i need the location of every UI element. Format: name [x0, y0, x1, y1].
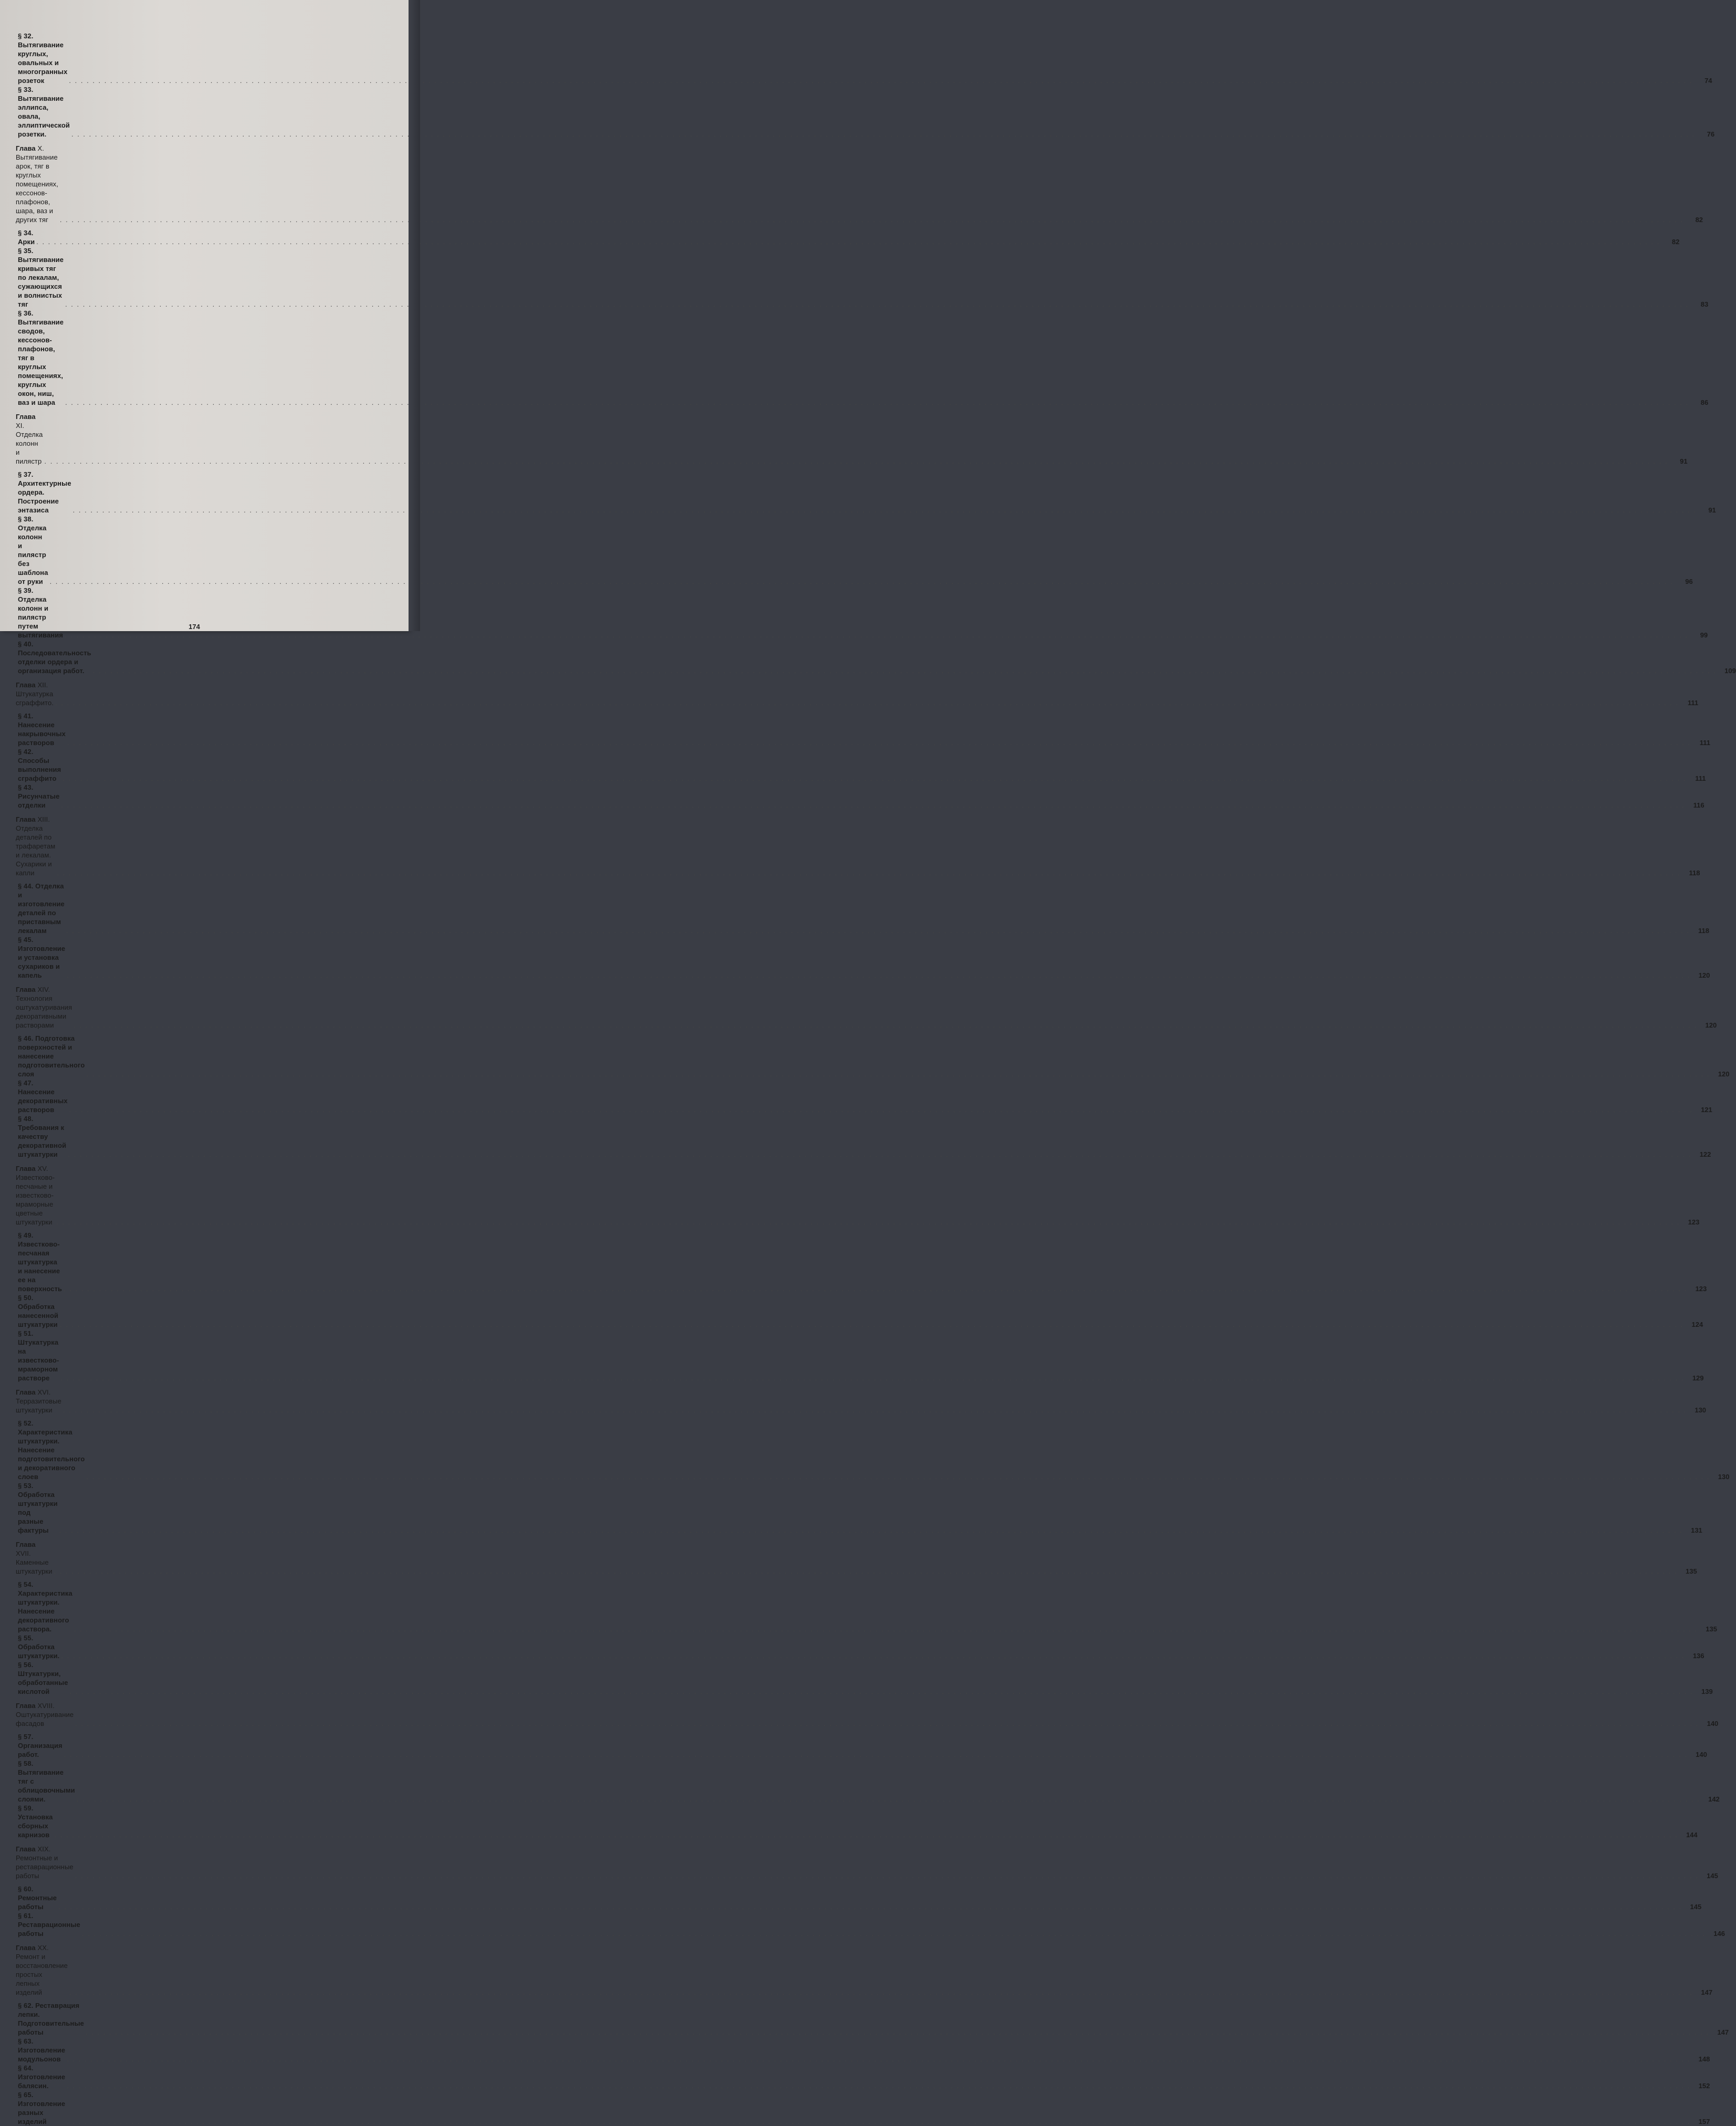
- chapter-label: Глава: [16, 1702, 36, 1710]
- entry-page-number: 123: [1695, 1285, 1707, 1293]
- toc-section-entry: [16, 515, 1693, 586]
- entry-page-number: 118: [1689, 869, 1700, 877]
- chapter-label: Глава: [16, 1944, 36, 1952]
- toc-chapter-entry: [16, 1164, 1700, 1227]
- toc-section-entry: [16, 747, 1706, 783]
- entry-page-number: 130: [1718, 1473, 1730, 1481]
- toc-section-entry: [16, 1231, 1707, 1293]
- entry-page-number: 130: [1695, 1406, 1707, 1414]
- entry-page-number: 129: [1692, 1374, 1704, 1382]
- toc-section-entry: [16, 1633, 1704, 1660]
- dot-leader: [69, 76, 1692, 85]
- toc-section-entry: [16, 783, 1704, 810]
- section-title: § 34. Арки: [18, 229, 35, 246]
- dot-leader: [86, 1070, 1710, 1078]
- section-title: § 40. Последовательность отделки ордера и организация работ.: [18, 640, 91, 675]
- chapter-title-text: XX. Ремонт и восстановление простых лепных изделий: [16, 1944, 68, 1996]
- section-title: § 55. Обработка штукатурки.: [18, 1634, 60, 1660]
- dot-leader: [67, 2081, 1690, 2090]
- chapter-label: Глава: [16, 986, 36, 993]
- dot-leader: [60, 215, 1683, 224]
- entry-page-number: 145: [1690, 1903, 1702, 1911]
- dot-leader: [69, 1105, 1693, 1114]
- entry-page-number: 120: [1718, 1070, 1730, 1078]
- dot-leader: [61, 1651, 1685, 1660]
- entry-page-number: 86: [1700, 399, 1709, 406]
- toc-chapter-entry: [16, 815, 1700, 877]
- toc-section-entry: [16, 228, 1680, 246]
- entry-page-number: 82: [1671, 238, 1680, 246]
- dot-leader: [69, 1988, 1693, 1997]
- dot-leader: [74, 1021, 1697, 1030]
- toc-section-entry: [16, 32, 1712, 85]
- section-title: § 35. Вытягивание кривых тяг по лекалам, сужающихся и волнистых тяг: [18, 247, 64, 308]
- entry-page-number: 116: [1693, 801, 1704, 809]
- section-title: § 63. Изготовление модульонов: [18, 2037, 66, 2063]
- dot-leader: [56, 1218, 1680, 1227]
- chapter-title-text: XIX. Ремонтные и реставрационные работы: [16, 1845, 74, 1880]
- chapter-label: Глава: [16, 1845, 36, 1853]
- chapter-label: Глава: [16, 681, 36, 689]
- entry-page-number: 82: [1695, 216, 1703, 224]
- dot-leader: [86, 1472, 1710, 1481]
- section-title: § 56. Штукатурки, обработанные кислотой: [18, 1661, 68, 1695]
- toc-section-entry: [16, 309, 1709, 407]
- toc-section-entry: [16, 1034, 1730, 1078]
- dot-leader: [68, 1150, 1691, 1159]
- section-title: § 65. Изготовление разных изделий: [18, 2091, 66, 2125]
- entry-page-number: 139: [1701, 1688, 1713, 1695]
- chapter-title-text: XIII. Отделка деталей по трафаретам и лекалам. Сухарики и капли: [16, 815, 56, 877]
- toc-section-entry: [16, 2001, 1729, 2037]
- entry-page-number: 99: [1700, 631, 1708, 639]
- section-title: § 61. Реставрационные работы: [18, 1912, 80, 1938]
- dot-leader: [62, 774, 1686, 783]
- dot-leader: [50, 577, 1674, 586]
- chapter-title: [16, 815, 55, 877]
- chapter-title: [16, 1845, 74, 1880]
- dot-leader: [67, 738, 1691, 747]
- section-title: § 50. Обработка нанесенной штукатурки: [18, 1294, 59, 1328]
- dot-leader: [64, 1284, 1687, 1293]
- toc-chapter-entry: [16, 1943, 1713, 1997]
- toc-chapter-entry: [16, 1845, 1718, 1880]
- chapter-title-text: XII. Штукатурка сграффито.: [16, 681, 54, 707]
- toc-chapter-entry: [16, 985, 1717, 1030]
- section-title: § 48. Требования к качеству декоративной штукатурки: [18, 1115, 67, 1158]
- dot-leader: [93, 666, 1717, 675]
- dot-leader: [55, 698, 1679, 707]
- dot-leader: [59, 1526, 1683, 1535]
- section-title: § 41. Нанесение накрывочных растворов: [18, 712, 66, 747]
- toc-section-entry: [16, 1481, 1702, 1535]
- dot-leader: [70, 1687, 1693, 1696]
- page-number: 174: [189, 623, 200, 631]
- entry-page-number: 91: [1680, 457, 1688, 465]
- dot-leader: [65, 398, 1689, 407]
- section-title: § 46. Подготовка поверхностей и нанесение подготовительного слоя: [18, 1034, 85, 1078]
- entry-page-number: 145: [1707, 1872, 1718, 1880]
- toc-chapter-entry: [16, 1701, 1719, 1728]
- chapter-label: Глава: [16, 144, 36, 152]
- section-title: § 37. Архитектурные ордера. Построение энтазиса: [18, 470, 71, 514]
- section-title: § 45. Изготовление и установка сухариков и капель: [18, 936, 66, 979]
- entry-page-number: 109: [1724, 667, 1736, 675]
- dot-leader: [86, 2028, 1709, 2037]
- section-title: § 51. Штукатурка на известково-мраморном растворе: [18, 1329, 59, 1382]
- toc-section-entry: [16, 882, 1709, 935]
- dot-leader: [61, 801, 1685, 810]
- entry-page-number: 111: [1699, 739, 1711, 747]
- entry-page-number: 118: [1698, 927, 1709, 935]
- dot-leader: [36, 237, 1660, 246]
- toc-section-entry: [16, 1114, 1711, 1159]
- dot-leader: [75, 1871, 1699, 1880]
- toc-chapter-entry: [16, 1540, 1697, 1576]
- entry-page-number: 144: [1686, 1831, 1698, 1839]
- chapter-title-text: XV. Известково-песчаные и известково-мраморные цветные штукатурки: [16, 1165, 55, 1226]
- chapter-title: [16, 985, 72, 1030]
- dot-leader: [66, 926, 1690, 935]
- toc-section-entry: [16, 640, 1736, 675]
- dot-leader: [74, 1625, 1698, 1633]
- chapter-title: [16, 1388, 61, 1415]
- chapter-title: [16, 1943, 68, 1997]
- section-title: § 52. Характеристика штукатурки. Нанесение подготовительного и декоративного слоев: [18, 1419, 85, 1481]
- background-edge: [409, 0, 420, 631]
- toc-section-entry: [16, 935, 1710, 980]
- dot-leader: [65, 631, 1688, 640]
- section-title: § 42. Способы выполнения сграффито: [18, 748, 61, 782]
- toc-section-entry: [16, 1293, 1703, 1329]
- entry-page-number: 74: [1704, 77, 1712, 85]
- toc-section-entry: [16, 1884, 1702, 1911]
- section-title: § 54. Характеристика штукатурки. Нанесение декоративного раствора.: [18, 1580, 72, 1633]
- dot-leader: [63, 1406, 1687, 1415]
- section-title: § 60. Ремонтные работы: [18, 1885, 57, 1911]
- section-title: § 64. Изготовление балясин.: [18, 2064, 66, 2090]
- toc-section-entry: [16, 711, 1711, 747]
- entry-page-number: 152: [1698, 2082, 1710, 2090]
- dot-leader: [75, 1719, 1699, 1728]
- dot-leader: [82, 1929, 1706, 1938]
- section-title: § 57. Организация работ.: [18, 1733, 62, 1758]
- dot-leader: [65, 300, 1689, 309]
- section-title: § 49. Известково-песчаная штукатурка и нанесение ее на поверхность: [18, 1231, 62, 1293]
- chapter-label: Глава: [16, 1165, 36, 1172]
- section-title: § 32. Вытягивание круглых, овальных и многогранных розеток: [18, 32, 68, 85]
- chapter-title: [16, 1164, 55, 1227]
- entry-page-number: 146: [1713, 1930, 1725, 1938]
- section-title: § 62. Реставрация лепки. Подготовительные работы: [18, 2002, 84, 2036]
- dot-leader: [54, 1567, 1678, 1576]
- dot-leader: [57, 868, 1680, 877]
- chapter-title: [16, 1701, 74, 1728]
- section-title: § 39. Отделка колонн и пилястр путем вытягивания: [18, 587, 64, 639]
- entry-page-number: 120: [1705, 1021, 1717, 1029]
- toc-section-entry: [16, 1911, 1725, 1938]
- section-title: § 44. Отделка и изготовление деталей по приставным лекалам: [18, 882, 65, 935]
- dot-leader: [67, 2055, 1690, 2064]
- entry-page-number: 122: [1699, 1150, 1711, 1158]
- toc-section-entry: [16, 85, 1715, 139]
- entry-page-number: 157: [1698, 2118, 1710, 2125]
- toc-section-entry: [16, 2037, 1710, 2064]
- toc-section-entry: [16, 1759, 1720, 1804]
- entry-page-number: 140: [1696, 1751, 1707, 1758]
- dot-leader: [77, 1795, 1700, 1804]
- entry-page-number: 140: [1707, 1720, 1719, 1727]
- toc-section-entry: [16, 246, 1709, 309]
- chapter-title: [16, 144, 58, 224]
- entry-page-number: 131: [1691, 1526, 1702, 1534]
- dot-leader: [55, 1830, 1678, 1839]
- toc-section-entry: [16, 1329, 1704, 1383]
- section-title: § 58. Вытягивание тяг с облицовочными слоями.: [18, 1760, 75, 1803]
- entry-page-number: 83: [1700, 300, 1709, 308]
- entry-page-number: 142: [1708, 1795, 1720, 1803]
- toc-section-entry: [16, 2090, 1710, 2126]
- entry-page-number: 147: [1701, 1988, 1713, 1996]
- toc-section-entry: [16, 1660, 1713, 1696]
- entry-page-number: 120: [1698, 971, 1710, 979]
- toc-section-entry: [16, 1419, 1730, 1481]
- dot-leader: [45, 457, 1668, 466]
- section-title: § 53. Обработка штукатурки под разные фактуры: [18, 1482, 58, 1534]
- entry-page-number: 121: [1701, 1106, 1712, 1114]
- entry-page-number: 96: [1685, 578, 1693, 585]
- dot-leader: [73, 506, 1697, 515]
- table-of-contents: [16, 32, 1736, 2126]
- entry-page-number: 76: [1707, 130, 1715, 138]
- entry-page-number: 148: [1698, 2055, 1710, 2063]
- chapter-title: [16, 1540, 53, 1576]
- toc-chapter-entry: [16, 412, 1688, 466]
- chapter-title-text: XVI. Терразитовые штукатурки: [16, 1388, 61, 1414]
- entry-page-number: 147: [1717, 2028, 1729, 2036]
- toc-section-entry: [16, 1580, 1717, 1633]
- dot-leader: [60, 1374, 1684, 1383]
- chapter-title-text: XVII. Каменные штукатурки: [16, 1549, 53, 1575]
- chapter-title: [16, 412, 43, 466]
- dot-leader: [71, 130, 1695, 139]
- chapter-label: Глава: [16, 815, 36, 823]
- toc-chapter-entry: [16, 144, 1703, 224]
- toc-chapter-entry: [16, 680, 1699, 707]
- toc-section-entry: [16, 1732, 1707, 1759]
- dot-leader: [64, 1750, 1688, 1759]
- chapter-title-text: XIV. Технология оштукатуривания декоративными растворами: [16, 986, 72, 1029]
- toc-section-entry: [16, 1078, 1712, 1114]
- toc-section-entry: [16, 586, 1708, 640]
- section-title: § 47. Нанесение декоративных растворов: [18, 1079, 68, 1114]
- section-title: § 33. Вытягивание эллипса, овала, эллиптической розетки.: [18, 86, 70, 138]
- entry-page-number: 135: [1686, 1567, 1697, 1575]
- toc-section-entry: [16, 2064, 1710, 2090]
- entry-page-number: 124: [1691, 1321, 1703, 1328]
- section-title: § 38. Отделка колонн и пилястр без шаблона от руки: [18, 515, 48, 585]
- chapter-label: Глава: [16, 1388, 36, 1396]
- toc-section-entry: [16, 1804, 1698, 1839]
- chapter-label: Глава: [16, 1541, 36, 1548]
- entry-page-number: 111: [1687, 699, 1699, 707]
- toc-section-entry: [16, 470, 1716, 515]
- dot-leader: [60, 1320, 1683, 1329]
- entry-page-number: 123: [1688, 1218, 1700, 1226]
- section-title: § 59. Установка сборных карнизов: [18, 1804, 53, 1839]
- chapter-title-text: X. Вытягивание арок, тяг в круглых помещениях, кессонов-плафонов, шара, ваз и других тяг: [16, 144, 58, 224]
- section-title: § 43. Рисунчатые отделки: [18, 783, 60, 809]
- dot-leader: [58, 1902, 1682, 1911]
- section-title: § 36. Вытягивание сводов, кессонов-плафонов, тяг в круглых помещениях, круглых окон, ниш, ваз и шара: [18, 309, 64, 406]
- entry-page-number: 136: [1692, 1652, 1704, 1660]
- entry-page-number: 135: [1706, 1625, 1717, 1633]
- dot-leader: [67, 971, 1690, 980]
- toc-chapter-entry: [16, 1388, 1707, 1415]
- entry-page-number: 111: [1695, 774, 1706, 782]
- dot-leader: [67, 2117, 1690, 2126]
- chapter-title-text: XI. Отделка колонн и пилястр: [16, 422, 43, 465]
- entry-page-number: 91: [1708, 506, 1716, 514]
- chapter-title-text: XVIII. Оштукатуривание фасадов: [16, 1702, 74, 1727]
- chapter-label: Глава: [16, 413, 36, 421]
- chapter-title: [16, 680, 54, 707]
